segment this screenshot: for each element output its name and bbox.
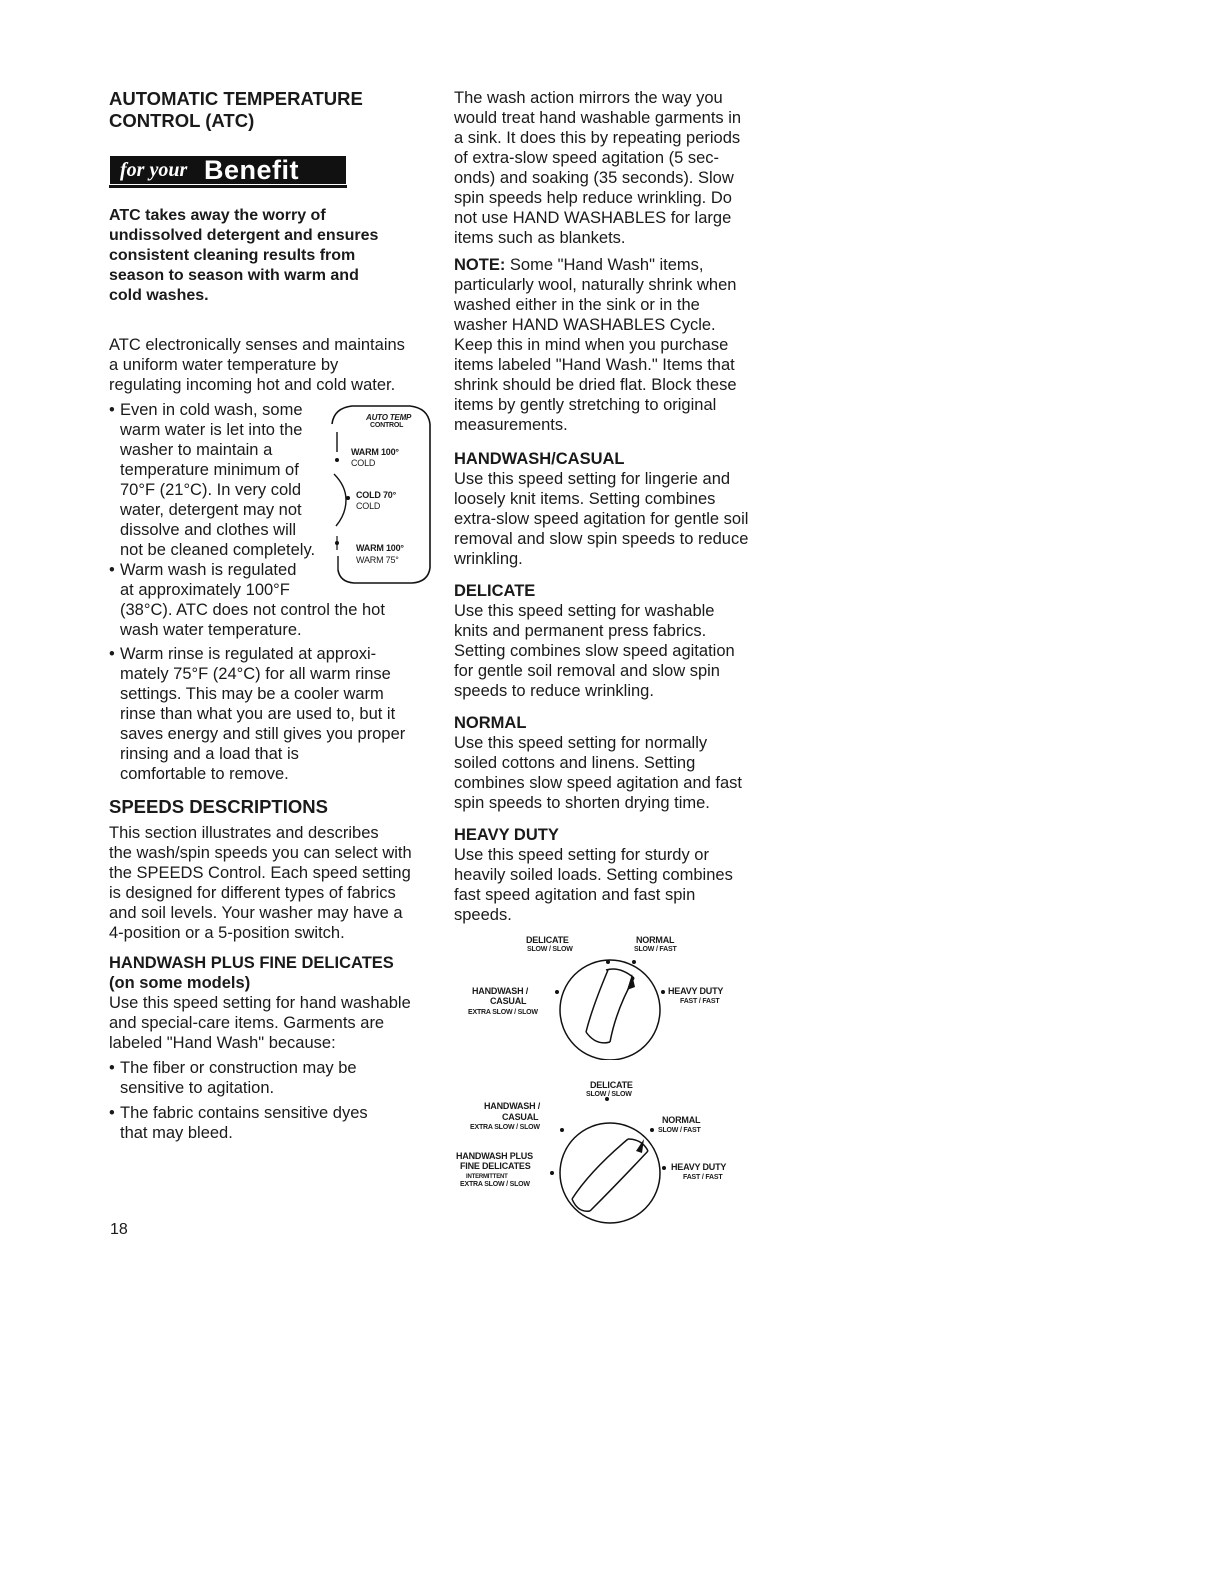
benefit-for-your: for your: [120, 159, 188, 181]
body-line: measurements.: [454, 416, 568, 434]
atc-dial-warm100: WARM 100°: [351, 447, 399, 457]
heavy-duty-title: HEAVY DUTY: [454, 826, 559, 844]
body-line: removal and slow spin speeds to reduce: [454, 530, 749, 548]
body-line: wrinkling.: [454, 550, 523, 568]
speeds-knob-5-position: [440, 1075, 780, 1225]
body-line: heavily soiled loads. Setting combines: [454, 866, 733, 884]
for-your-benefit-banner: [109, 156, 347, 190]
note-label: NOTE:: [454, 256, 506, 274]
body-line: spin speeds help reduce wrinkling. Do: [454, 189, 732, 207]
atc-dial-cold70: COLD 70°: [356, 490, 397, 500]
knob5-heavy-duty: HEAVY DUTY: [671, 1162, 727, 1172]
bullet-line: rinsing and a load that is: [120, 745, 299, 763]
knob5-fine-delicates: FINE DELICATES: [460, 1161, 531, 1171]
hpfd-body-line: Use this speed setting for hand washable: [109, 994, 411, 1012]
note-first-text: Some "Hand Wash" items,: [505, 256, 704, 274]
note-first-line: [454, 255, 784, 275]
knob5-delicate: DELICATE: [590, 1080, 633, 1090]
body-line: loosely knit items. Setting combines: [454, 490, 716, 508]
knob5-handwash-sub: EXTRA SLOW / SLOW: [470, 1124, 540, 1131]
speeds-intro: [109, 823, 439, 943]
bullet-line: rinse than what you are used to, but it: [120, 705, 396, 723]
body-line: speeds.: [454, 906, 512, 924]
hand-wash-intro: [454, 88, 784, 248]
bullet-line: • Warm rinse is regulated at approxi-: [120, 645, 377, 663]
benefit-underline: [109, 185, 347, 188]
bullet-line: • The fabric contains sensitive dyes: [120, 1104, 368, 1122]
hpfd-body-line: and special-care items. Garments are: [109, 1014, 385, 1032]
bullet-line: dissolve and clothes will: [120, 521, 297, 539]
atc-title-line2: CONTROL (ATC): [109, 110, 255, 131]
body-line: speeds to reduce wrinkling.: [454, 682, 654, 700]
right-column: [454, 88, 784, 925]
atc-lead-line: cold washes.: [109, 287, 209, 304]
bullet-line: saves energy and still gives you proper: [120, 725, 406, 743]
knob5-normal-sub: SLOW / FAST: [658, 1127, 701, 1134]
atc-bullet-warm-rinse: [109, 644, 439, 784]
knob4-delicate: DELICATE: [526, 935, 569, 945]
knob4-casual: CASUAL: [490, 996, 527, 1006]
atc-intro: [109, 335, 439, 395]
hpfd-bullet: [109, 1058, 439, 1098]
bullet-line: warm water is let into the: [120, 421, 303, 439]
bullet-line: sensitive to agitation.: [120, 1079, 275, 1097]
body-line: Setting combines slow speed agitation: [454, 642, 735, 660]
body-line: Use this speed setting for sturdy or: [454, 846, 709, 864]
speeds-intro-line: 4-position or a 5-position switch.: [109, 924, 345, 942]
bullet-line: not be cleaned completely.: [120, 541, 316, 559]
atc-lead-line: season to season with warm and: [109, 267, 359, 284]
body-line: Use this speed setting for normally: [454, 734, 708, 752]
hpfd-subtitle: (on some models): [109, 974, 251, 992]
normal-body: [454, 733, 784, 813]
body-line: particularly wool, naturally shrink when: [454, 276, 737, 294]
body-line: Use this speed setting for washable: [454, 602, 715, 620]
atc-bullet-warm-wash-cont: [109, 600, 439, 640]
body-line: would treat hand washable garments in: [454, 109, 742, 127]
bullet-line: • Warm wash is regulated: [120, 561, 297, 579]
knob5-intermittent: INTERMITTENT: [466, 1174, 508, 1180]
body-line: extra-slow speed agitation for gentle soil: [454, 510, 749, 528]
atc-dial-warm100b: WARM 100°: [356, 543, 404, 553]
bullet-line: • Even in cold wash, some: [120, 401, 303, 419]
body-line: The wash action mirrors the way you: [454, 89, 723, 107]
speeds-intro-line: This section illustrates and describes: [109, 824, 379, 842]
atc-lead: [109, 206, 439, 306]
atc-dial-title1: AUTO TEMP: [366, 413, 412, 422]
body-line: for gentle soil removal and slow spin: [454, 662, 720, 680]
body-line: items by gently stretching to original: [454, 396, 717, 414]
speeds-title: SPEEDS DESCRIPTIONS: [109, 796, 328, 817]
bullet-line: temperature minimum of: [120, 461, 299, 479]
body-line: washer HAND WASHABLES Cycle.: [454, 316, 716, 334]
bullet-line: wash water temperature.: [120, 621, 302, 639]
atc-dial-title2: CONTROL: [370, 422, 404, 429]
body-line: combines slow speed agitation and fast: [454, 774, 743, 792]
hpfd-body: [109, 993, 439, 1053]
delicate-body: [454, 601, 784, 701]
knob4-handwash: HANDWASH /: [472, 986, 528, 996]
knob5-delicate-sub: SLOW / SLOW: [586, 1091, 632, 1098]
knob4-normal: NORMAL: [636, 935, 675, 945]
normal-title: NORMAL: [454, 714, 527, 732]
knob4-heavy-duty: HEAVY DUTY: [668, 986, 724, 996]
knob5-heavy-sub: FAST / FAST: [683, 1174, 723, 1181]
knob5-handwash: HANDWASH /: [484, 1101, 540, 1111]
body-line: fast speed agitation and fast spin: [454, 886, 696, 904]
auto-temp-control-dial: [326, 400, 431, 585]
speeds-knob-4-position: [460, 930, 760, 1060]
body-line: items such as blankets.: [454, 229, 626, 247]
atc-dial-cold: COLD: [351, 458, 376, 468]
atc-lead-line: consistent cleaning results from: [109, 247, 356, 264]
atc-bullets-with-dial: [109, 400, 439, 600]
heavy-duty-body: [454, 845, 784, 925]
hpfd-title: HANDWASH PLUS FINE DELICATES: [109, 954, 394, 972]
body-line: of extra-slow speed agitation (5 sec-: [454, 149, 720, 167]
atc-bullet-cold: [109, 400, 324, 560]
body-line: spin speeds to shorten drying time.: [454, 794, 710, 812]
atc-lead-line: undissolved detergent and ensures: [109, 227, 379, 244]
body-line: a sink. It does this by repeating periods: [454, 129, 741, 147]
bullet-line: 70°F (21°C). In very cold: [120, 481, 302, 499]
hpfd-body-line: labeled "Hand Wash" because:: [109, 1034, 336, 1052]
bullet-line: washer to maintain a: [120, 441, 273, 459]
body-line: soiled cottons and linens. Setting: [454, 754, 696, 772]
speeds-intro-line: is designed for different types of fabrics: [109, 884, 396, 902]
handwash-casual-title: HANDWASH/CASUAL: [454, 450, 625, 468]
atc-lead-line: ATC takes away the worry of: [109, 207, 326, 224]
knob4-handwash-sub: EXTRA SLOW / SLOW: [468, 1009, 538, 1016]
handwash-casual-body: [454, 469, 784, 569]
left-column: [109, 88, 439, 1143]
atc-intro-line: ATC electronically senses and maintains: [109, 336, 405, 354]
atc-dial-warm75: WARM 75°: [356, 555, 399, 565]
body-line: shrink should be dried flat. Block these: [454, 376, 737, 394]
hpfd-bullets: [109, 1058, 439, 1143]
note-block: [454, 255, 784, 435]
delicate-title: DELICATE: [454, 582, 536, 600]
page-number: 18: [110, 1221, 128, 1238]
bullet-line: at approximately 100°F: [120, 581, 290, 599]
speeds-intro-line: the wash/spin speeds you can select with: [109, 844, 412, 862]
body-line: Keep this in mind when you purchase: [454, 336, 729, 354]
body-line: Use this speed setting for lingerie and: [454, 470, 731, 488]
knob5-normal: NORMAL: [662, 1115, 701, 1125]
hpfd-bullet: [109, 1103, 439, 1143]
bullet-line: mately 75°F (24°C) for all warm rinse: [120, 665, 391, 683]
knob4-delicate-sub: SLOW / SLOW: [527, 946, 573, 953]
atc-intro-line: a uniform water temperature by: [109, 356, 339, 374]
atc-bullets-2: [109, 644, 439, 784]
atc-bullet-warm-wash: [109, 560, 324, 600]
knob4-normal-sub: SLOW / FAST: [634, 946, 677, 953]
knob5-handwash-plus: HANDWASH PLUS: [456, 1151, 533, 1161]
knob5-casual: CASUAL: [502, 1112, 539, 1122]
benefit-banner-box: [110, 156, 346, 184]
benefit-word: Benefit: [204, 155, 300, 185]
body-line: not use HAND WASHABLES for large: [454, 209, 732, 227]
atc-dial-cold2: COLD: [356, 501, 381, 511]
bullet-line: (38°C). ATC does not control the hot: [120, 601, 385, 619]
bullet-line: comfortable to remove.: [120, 765, 289, 783]
body-line: onds) and soaking (35 seconds). Slow: [454, 169, 734, 187]
bullet-line: settings. This may be a cooler warm: [120, 685, 384, 703]
atc-title-line1: AUTOMATIC TEMPERATURE: [109, 88, 363, 109]
body-line: knits and permanent press fabrics.: [454, 622, 707, 640]
bullet-line: that may bleed.: [120, 1124, 233, 1142]
knob4-heavy-sub: FAST / FAST: [680, 998, 720, 1005]
speeds-intro-line: the SPEEDS Control. Each speed setting: [109, 864, 411, 882]
atc-bullets: [109, 400, 324, 600]
body-line: items labeled "Hand Wash." Items that: [454, 356, 735, 374]
atc-intro-line: regulating incoming hot and cold water.: [109, 376, 396, 394]
knob5-hp-sub: EXTRA SLOW / SLOW: [460, 1181, 530, 1188]
bullet-line: • The fiber or construction may be: [120, 1059, 357, 1077]
bullet-line: water, detergent may not: [120, 501, 302, 519]
speeds-intro-line: and soil levels. Your washer may have a: [109, 904, 403, 922]
body-line: washed either in the sink or in the: [454, 296, 700, 314]
